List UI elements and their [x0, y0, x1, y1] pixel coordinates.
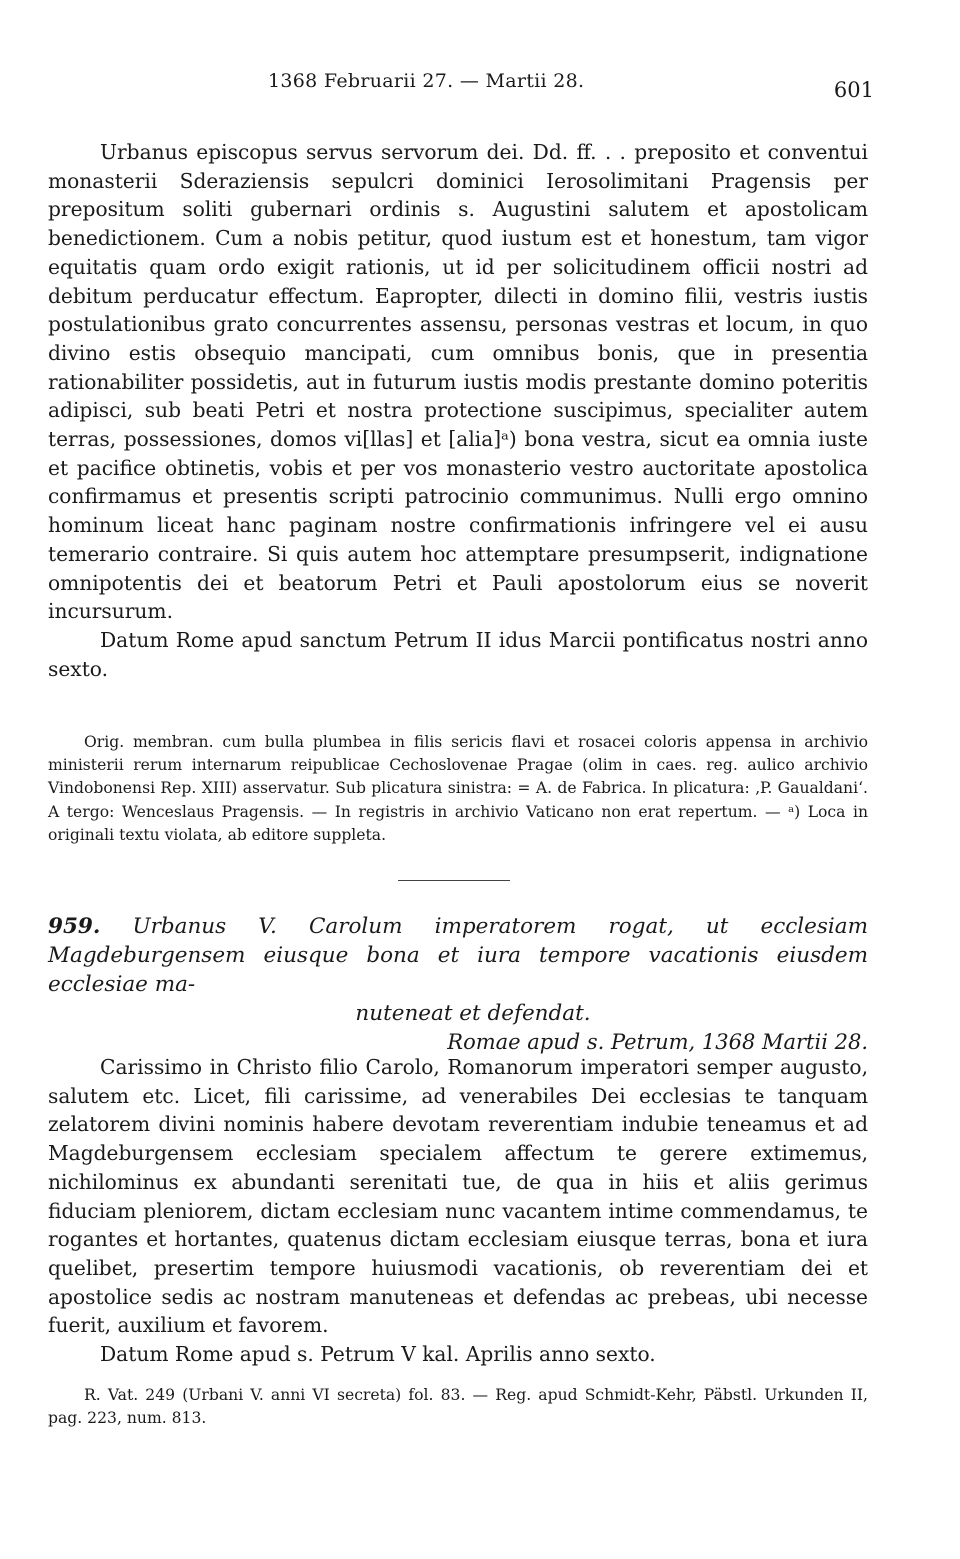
doc958-paragraph-main: Urbanus episcopus servus servorum dei. Dd. ff. . . preposito et conventui monasterii Sderaziensis sepulcri dominici Ierosolimitani Pragensis per prepositum soliti gubernari ordinis s. Augustini salutem et apostolicam benedictionem. Cum a nobis petitur, quod iustum est et honestum, tam vigor equitatis quam ordo exigit rationis, ut id per solicitudinem officii nostri ad debitum perducatur effectum. Eapropter, dilecti in domino filii, vestris iustis postulationibus grato concurrentes assensu, personas vestras et locum, in quo divino estis obsequio mancipati, cum omnibus bonis, que in presentia rationabiliter possidetis, aut in futurum iustis modis prestante domino poteritis adipisci, sub beati Petri et nostra protectione suscipimus, specialiter autem terras, possessiones, domos vi[llas] et [alia]ᵃ) bona vestra, sicut ea omnia iuste et pacifice obtinetis, vobis et per vos monasterio vestro auctoritate apostolica confirmamus et presentis scripti patrocinio communimus. Nulli ergo omnino hominum liceat hanc paginam nostre confirmationis infringere vel ei ausu temerario contraire. Si quis autem hoc attemptare presumpserit, indignatione omnipotentis dei et beatorum Petri et Pauli apostolorum eius se noverit incursurum. — [48, 140, 868, 624]
doc959-paragraph-datum: Datum Rome apud s. Petrum V kal. Aprilis anno sexto. — [100, 1342, 656, 1367]
doc959-text — [48, 1053, 868, 1369]
running-title: 1368 Februarii 27. — Martii 28. — [268, 70, 585, 92]
page-number: 601 — [833, 78, 874, 102]
doc958-text — [48, 138, 868, 683]
doc959-note-text: R. Vat. 249 (Urbani V. anni VI secreta) fol. 83. — Reg. apud Schmidt-Kehr, Päbstl. Urkunden II, pag. 223, num. 813. — [48, 1386, 868, 1428]
doc958-paragraph-datum: Datum Rome apud sanctum Petrum II idus Marcii pontificatus nostri anno sexto. — [48, 627, 868, 681]
doc959-heading — [48, 912, 868, 1028]
doc959-note — [48, 1384, 868, 1430]
doc959-paragraph-main: Carissimo in Christo filio Carolo, Romanorum imperatori semper augusto, salutem etc. Licet, fili carissime, ad venerabiles Dei ecclesias te tanquam zelatorem divini nominis habere devotam reverentiam indubie teneamus et ad Magdeburgensem ecclesiam specialem affectum te gerere extimemus, nichilominus ex abundanti serenitati tue, de qua in hiis et aliis gerimus fiduciam pleniorem, dictam ecclesiam nunc vacantem intime commendamus, te rogantes et hortantes, quatenus dictam ecclesiam eiusque terras, bona et iura quelibet, presertim tempore huiusmodi vacationis, ob reverentiam dei et apostolice sedis ac nostram manuteneas et defendas ac prebeas, ubi necesse fuerit, auxilium et favorem. — [48, 1055, 868, 1338]
doc959-heading-main: Urbanus V. Carolum imperatorem rogat, ut ecclesiam Magdeburgensem eiusque bona et iura tempore vacationis eiusdem ecclesiae ma- — [48, 914, 868, 997]
doc958-note-text: Orig. membran. cum bulla plumbea in filis sericis flavi et rosacei coloris appensa in archivio ministerii rerum internarum reipublicae Cechoslovenae Pragae (olim in caes. reg. aulico archivio Vindobonensi Rep. XIII) asservatur. Sub plicatura sinistra: = A. de Fabrica. In plicatura: ‚P. Gaualdani‘. A tergo: Wenceslaus Pragensis. — In registris in archivio Vaticano non erat repertum. — ᵃ) Loca in originali textu violata, ab editore suppleta. — [48, 733, 868, 844]
doc959-dateline: Romae apud s. Petrum, 1368 Martii 28. — [447, 1030, 868, 1054]
doc959-heading-last: nuteneat et defendat. — [355, 1001, 591, 1026]
doc958-note — [48, 731, 868, 847]
doc959-number: 959. — [48, 914, 101, 939]
page-header — [0, 70, 960, 104]
section-divider — [398, 880, 510, 881]
doc959-heading-block — [48, 912, 868, 1054]
